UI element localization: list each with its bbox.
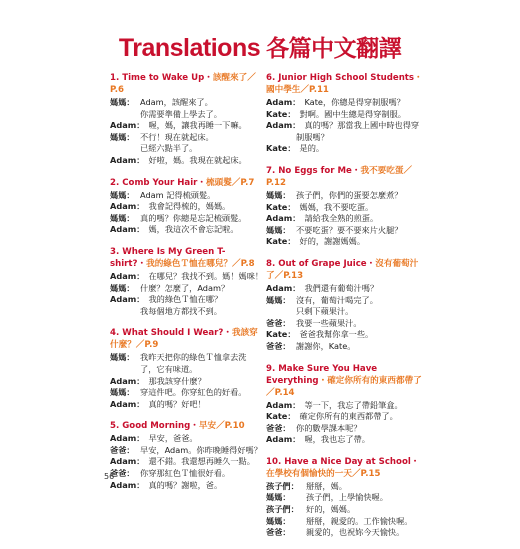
dialogue-text: 真的嗎？謝啦，爸。: [148, 479, 223, 490]
dialogue-line: [266, 423, 426, 435]
dialogue-text: Adam，該醒來了。: [140, 97, 213, 107]
dialogue-line: [266, 434, 426, 446]
dialogue-text: 我會記得梳的，媽媽。: [148, 201, 231, 212]
speaker-label: 媽媽：: [110, 131, 135, 142]
dialogue-text: 穿這件吧。你穿紅色的好看。: [140, 387, 247, 398]
dialogue-text: 已經六點半了。: [140, 143, 198, 154]
dialogue-text: 好啦，媽。我現在就起床。: [148, 154, 247, 165]
dialogue-line: [110, 433, 260, 445]
section-title-english: 5. Good Morning・: [110, 421, 199, 432]
dialogue-text: 孩子們，上學愉快喔。: [306, 492, 388, 503]
section-title-chinese: 該醒來了／P.6: [110, 73, 256, 95]
dialogue-line: [266, 527, 426, 539]
dialogue-line: [266, 97, 426, 109]
speaker-label: Kate：: [266, 329, 296, 340]
section-title-chinese: 早安／P.10: [198, 421, 245, 432]
dialogue-section: [110, 246, 264, 317]
dialogue-line: [110, 97, 260, 109]
section-title-english: 2. Comb Your Hair・: [110, 177, 206, 188]
dialogue-section: [110, 72, 260, 167]
dialogue-text: 什麼？怎麼了，Adam？: [140, 282, 230, 293]
dialogue-line: [266, 202, 426, 214]
section-title-chinese: ・國中學生／P.11: [266, 73, 423, 95]
speaker-label: [110, 364, 140, 376]
dialogue-line: [110, 143, 260, 155]
section-title-english: 3. Where Is My Green T-shirt?・: [110, 246, 226, 269]
dialogue-text: Kate，你總是得穿制服嗎？: [304, 97, 405, 107]
dialogue-text: 那我該穿什麼？: [148, 375, 206, 386]
dialogue-text: 確定你所有的東西都帶了。: [299, 411, 398, 422]
dialogue-section: [266, 72, 426, 155]
speaker-label: 媽媽：: [110, 189, 135, 200]
section-title: [110, 246, 260, 270]
dialogue-section: [266, 456, 426, 539]
speaker-label: Adam：: [266, 97, 301, 107]
dialogue-section: [110, 177, 260, 236]
dialogue-line: [266, 295, 426, 307]
section-title-english: 6. Junior High School Students: [266, 73, 415, 83]
dialogue-text: 我們還有葡萄汁嗎？: [304, 282, 379, 293]
section-title: [266, 258, 426, 282]
dialogue-text: 了，它有味道。: [140, 363, 198, 374]
speaker-label: 媽媽：: [266, 515, 291, 526]
dialogue-line: [266, 306, 426, 318]
speaker-label: Adam：: [266, 213, 301, 224]
speaker-label: Adam：: [266, 282, 301, 293]
speaker-label: 媽媽：: [110, 212, 135, 223]
dialogue-text: 喔，媽，讓我再睡一下嘛。: [148, 120, 247, 131]
speaker-label: Adam：: [110, 120, 145, 131]
dialogue-line: [266, 190, 426, 202]
section-title-english: 7. No Eggs for Me・: [266, 165, 361, 176]
speaker-label: Kate：: [266, 201, 296, 212]
speaker-label: 孩子們：: [266, 480, 299, 491]
dialogue-line: [110, 270, 264, 283]
dialogue-text: 孩子們，你們的蛋要怎麼煮？: [296, 189, 403, 200]
title-chinese: 各篇中文翻譯: [266, 35, 402, 61]
section-title-chinese: 我的綠色Ｔ恤在哪兒？／P.8: [146, 258, 255, 269]
section-title-english: 10. Have a Nice Day at School・: [266, 456, 420, 467]
dialogue-text: 早安，Adam。你昨晚睡得好嗎？: [140, 444, 262, 455]
section-title-chinese: 我該穿什麼？／P.9: [110, 328, 258, 351]
speaker-label: 爸爸：: [266, 527, 291, 538]
dialogue-line: [266, 132, 426, 144]
speaker-label: Adam：: [110, 375, 145, 386]
dialogue-line: [110, 387, 260, 399]
section-title-english: 4. What Should I Wear?・: [110, 328, 232, 339]
speaker-label: Adam：: [110, 398, 145, 409]
dialogue-line: [266, 213, 426, 225]
dialogue-line: [110, 480, 260, 492]
dialogue-text: 制服嗎？: [296, 131, 329, 142]
speaker-label: 孩子們：: [266, 504, 299, 515]
section-title: [110, 327, 260, 351]
speaker-label: Adam：: [110, 294, 145, 305]
speaker-label: 爸爸：: [110, 468, 135, 479]
dialogue-line: [266, 341, 426, 353]
speaker-label: Kate：: [266, 108, 296, 119]
dialogue-text: 不行！現在就起床。: [140, 131, 214, 142]
speaker-label: Adam：: [266, 399, 301, 410]
dialogue-line: [110, 294, 260, 306]
dialogue-text: 真的嗎？那當我上國中時也得穿: [304, 120, 420, 131]
dialogue-line: [110, 201, 260, 213]
section-title-english: 9. Make Sure You Have Everything: [266, 363, 378, 386]
dialogue-line: [110, 376, 260, 388]
speaker-label: 爸爸：: [266, 317, 291, 328]
section-title-english: 8. Out of Grape Juice・: [266, 258, 376, 269]
title-english: Translations: [118, 34, 261, 62]
dialogue-section: [266, 165, 426, 248]
section-title: [266, 165, 426, 189]
dialogue-line: [266, 225, 426, 237]
speaker-label: 媽媽：: [110, 97, 135, 107]
section-title-chinese: 沒有葡萄汁了／P.13: [266, 258, 419, 281]
dialogue-line: [110, 364, 260, 376]
dialogue-text: 媽媽，我不要吃蛋。: [299, 201, 374, 212]
dialogue-text: 喔，我也忘了帶。: [304, 434, 370, 445]
dialogue-text: 請給我全熟的煎蛋。: [304, 213, 379, 224]
section-title-chinese: ・確定你所有的東西都帶了／P.14: [266, 375, 422, 398]
dialogue-text: 掰掰，親愛的。工作愉快喔。: [306, 515, 413, 526]
section-title-english: 1. Time to Wake Up・: [110, 73, 213, 83]
dialogue-line: [110, 306, 260, 318]
speaker-label: Adam：: [110, 479, 145, 490]
speaker-label: 媽媽：: [266, 294, 291, 305]
dialogue-text: 沒有，葡萄汁喝完了。: [296, 294, 378, 305]
speaker-label: 媽媽：: [110, 387, 135, 398]
dialogue-line: [110, 445, 260, 457]
dialogue-line: [266, 516, 426, 528]
dialogue-text: 我昨天把你的綠色Ｔ恤拿去洗: [140, 352, 247, 363]
dialogue-line: [110, 120, 260, 132]
dialogue-text: 在哪兒？我找不到。媽！媽咪！: [148, 270, 264, 281]
speaker-label: Adam：: [110, 270, 145, 281]
right-column: [266, 72, 426, 549]
speaker-label: Adam：: [266, 120, 301, 131]
dialogue-text: 真的嗎？你總是忘記梳頭髮。: [140, 212, 247, 223]
dialogue-text: 你穿那紅色Ｔ恤很好看。: [140, 468, 231, 479]
page-title: [0, 30, 520, 63]
dialogue-text: 爸爸我幫你拿一些。: [299, 329, 374, 340]
speaker-label: 媽媽：: [110, 282, 135, 293]
dialogue-text: 好的，媽媽。: [306, 504, 356, 515]
dialogue-line: [266, 318, 426, 330]
dialogue-line: [266, 283, 426, 295]
dialogue-text: 我要一些蘋果汁。: [296, 317, 362, 328]
speaker-label: Kate：: [266, 411, 296, 422]
dialogue-line: [110, 190, 260, 202]
speaker-label: 爸爸：: [266, 422, 291, 433]
dialogue-section: [266, 363, 426, 446]
dialogue-line: [266, 400, 426, 412]
dialogue-text: 不要吃蛋？要不要來片火腿？: [296, 224, 403, 235]
dialogue-line: [266, 109, 426, 121]
section-title-chinese: 梳頭髮／P.7: [206, 177, 255, 188]
dialogue-line: [266, 504, 426, 516]
dialogue-text: 早安，爸爸。: [148, 433, 198, 444]
dialogue-line: [110, 399, 260, 411]
dialogue-text: 你的數學課本呢？: [296, 422, 362, 433]
dialogue-text: 真的嗎？好吧！: [148, 398, 206, 409]
dialogue-text: 我每個地方都找不到。: [140, 305, 222, 316]
section-title: [110, 177, 260, 189]
speaker-label: 媽媽：: [266, 189, 291, 200]
dialogue-line: [266, 329, 426, 341]
dialogue-text: 好的，謝謝媽媽。: [299, 236, 366, 247]
section-title: [266, 72, 426, 96]
speaker-label: Adam：: [266, 434, 301, 445]
speaker-label: Adam：: [110, 456, 145, 467]
left-column: [110, 72, 264, 501]
speaker-label: [110, 143, 140, 155]
speaker-label: [110, 306, 140, 318]
speaker-label: 爸爸：: [110, 444, 135, 455]
speaker-label: Adam：: [110, 433, 145, 444]
dialogue-line: [110, 224, 260, 236]
dialogue-text: 親愛的，也祝妳今天愉快。: [306, 527, 405, 538]
dialogue-line: [110, 352, 260, 364]
speaker-label: [266, 132, 296, 144]
speaker-label: Adam：: [110, 224, 145, 235]
section-title-chinese: 我不要吃蛋／P.12: [266, 165, 413, 188]
dialogue-line: [266, 120, 426, 132]
dialogue-text: 是的。: [299, 143, 325, 154]
dialogue-section: [110, 327, 260, 410]
dialogue-line: [266, 492, 426, 504]
dialogue-line: [110, 132, 260, 144]
dialogue-text: Adam 記得梳頭髮。: [140, 189, 216, 200]
dialogue-text: 謝謝你，Kate。: [296, 340, 356, 351]
dialogue-line: [266, 236, 426, 248]
dialogue-section: [266, 258, 426, 353]
dialogue-line: [266, 481, 426, 493]
speaker-label: Kate：: [266, 236, 296, 247]
dialogue-section: [110, 420, 260, 491]
dialogue-line: [110, 155, 260, 167]
speaker-label: 媽媽：: [266, 224, 291, 235]
dialogue-text: 掰掰，媽。: [306, 480, 347, 491]
dialogue-text: 我的綠色Ｔ恤在哪？: [148, 294, 223, 305]
page-number: 56: [104, 472, 115, 481]
dialogue-text: 等一下，我忘了帶鉛筆盒。: [304, 399, 403, 410]
section-title: [266, 456, 426, 480]
dialogue-line: [110, 213, 260, 225]
dialogue-line: [110, 456, 260, 468]
speaker-label: [266, 306, 296, 318]
speaker-label: [110, 109, 140, 121]
speaker-label: Kate：: [266, 143, 296, 154]
speaker-label: 媽媽：: [266, 492, 291, 503]
dialogue-line: [110, 468, 260, 480]
speaker-label: Adam：: [110, 154, 145, 165]
dialogue-line: [266, 143, 426, 155]
section-title-chinese: 在學校有個愉快的一天／P.15: [266, 468, 381, 479]
dialogue-text: 只剩下蘋果汁。: [296, 306, 354, 317]
section-title: [266, 363, 426, 399]
dialogue-line: [110, 283, 260, 295]
dialogue-text: 對啊。國中生總是得穿制服。: [299, 108, 406, 119]
dialogue-text: 還不錯。我還想再睡久一點。: [148, 456, 255, 467]
dialogue-line: [266, 411, 426, 423]
section-title: [110, 72, 260, 96]
speaker-label: 媽媽：: [110, 352, 135, 363]
dialogue-text: 媽，我這次不會忘記啦。: [148, 224, 239, 235]
section-title: [110, 420, 260, 432]
dialogue-text: 你需要準備上學去了。: [140, 108, 222, 119]
speaker-label: Adam：: [110, 201, 145, 212]
speaker-label: 爸爸：: [266, 340, 291, 351]
dialogue-line: [110, 109, 260, 121]
